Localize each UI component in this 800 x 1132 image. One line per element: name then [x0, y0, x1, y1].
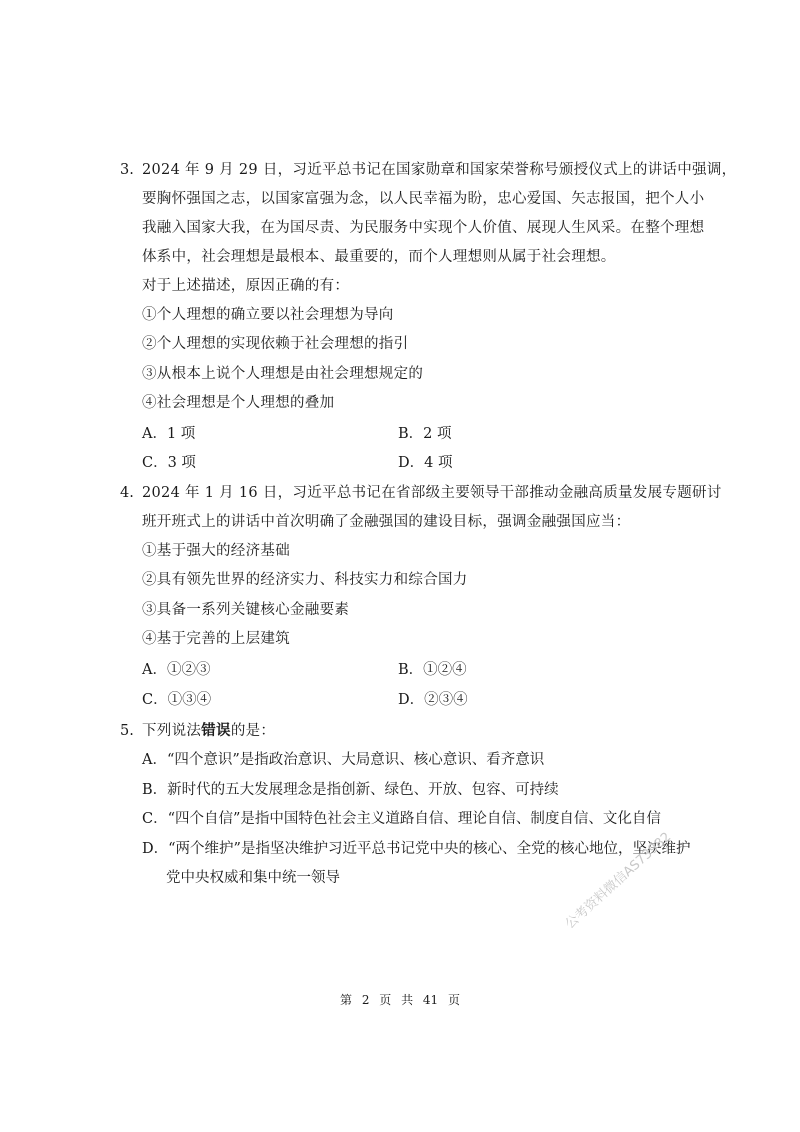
- option-d[interactable]: D．“两个维护”是指坚决维护习近平总书记党中央的核心、全党的核心地位，坚决维护: [142, 841, 691, 857]
- statement: ①基于强大的经济基础: [142, 543, 290, 559]
- question-number: 3.: [120, 162, 134, 178]
- option-a[interactable]: A．“四个意识”是指政治意识、大局意识、核心意识、看齐意识: [142, 752, 545, 768]
- option-a[interactable]: A．1 项: [142, 426, 196, 442]
- question-number: 4.: [120, 485, 134, 501]
- stem-suffix: 的是：: [230, 723, 276, 739]
- statement: ①个人理想的确立要以社会理想为导向: [142, 307, 394, 323]
- question-stem-line: 体系中，社会理想是最根本、最重要的，而个人理想则从属于社会理想。: [142, 249, 616, 265]
- stem-prefix: 下列说法: [142, 723, 202, 739]
- page-footer: 第 2 页 共 41 页: [340, 993, 460, 1007]
- option-d[interactable]: D．②③④: [398, 692, 468, 708]
- statement: ②个人理想的实现依赖于社会理想的指引: [142, 336, 409, 352]
- option-b[interactable]: B．2 项: [398, 426, 452, 442]
- statement: ②具有领先世界的经济实力、科技实力和综合国力: [142, 572, 468, 588]
- question-stem-line: 班开班式上的讲话中首次明确了金融强国的建设目标，强调金融强国应当：: [142, 514, 631, 530]
- option-d[interactable]: D．4 项: [398, 455, 453, 471]
- question-stem: [142, 721, 275, 741]
- statement: ③具备一系列关键核心金融要素: [142, 602, 350, 618]
- option-b[interactable]: B．①②④: [398, 662, 467, 678]
- option-b[interactable]: B．新时代的五大发展理念是指创新、绿色、开放、包容、可持续: [142, 782, 559, 798]
- stem-emphasis: 错误: [201, 722, 231, 739]
- statement: ④基于完善的上层建筑: [142, 631, 290, 647]
- option-c[interactable]: C．3 项: [142, 455, 196, 471]
- option-c[interactable]: C．①③④: [142, 692, 212, 708]
- statement: ④社会理想是个人理想的叠加: [142, 395, 335, 411]
- watermark: 公考资料微信AS73982: [562, 829, 675, 933]
- question-stem-line: 2024 年 1 月 16 日，习近平总书记在省部级主要领导干部推动金融高质量发展专题研讨: [142, 485, 722, 501]
- question-stem-line: 要胸怀强国之志，以国家富强为念，以人民幸福为盼，忠心爱国、矢志报国，把个人小: [142, 191, 705, 207]
- option-a[interactable]: A．①②③: [142, 662, 211, 678]
- option-d-continuation: 党中央权威和集中统一领导: [166, 870, 340, 886]
- question-stem-line: 2024 年 9 月 29 日，习近平总书记在国家勋章和国家荣誉称号颁授仪式上的讲话中强调，: [142, 162, 737, 178]
- statement: ③从根本上说个人理想是由社会理想规定的: [142, 366, 424, 382]
- question-number: 5.: [120, 723, 134, 739]
- question-stem-line: 我融入国家大我，在为国尽责、为民服务中实现个人价值、展现人生风采。在整个理想: [142, 220, 705, 236]
- question-prompt: 对于上述描述，原因正确的有：: [142, 278, 350, 294]
- option-c[interactable]: C．“四个自信”是指中国特色社会主义道路自信、理论自信、制度自信、文化自信: [142, 811, 661, 827]
